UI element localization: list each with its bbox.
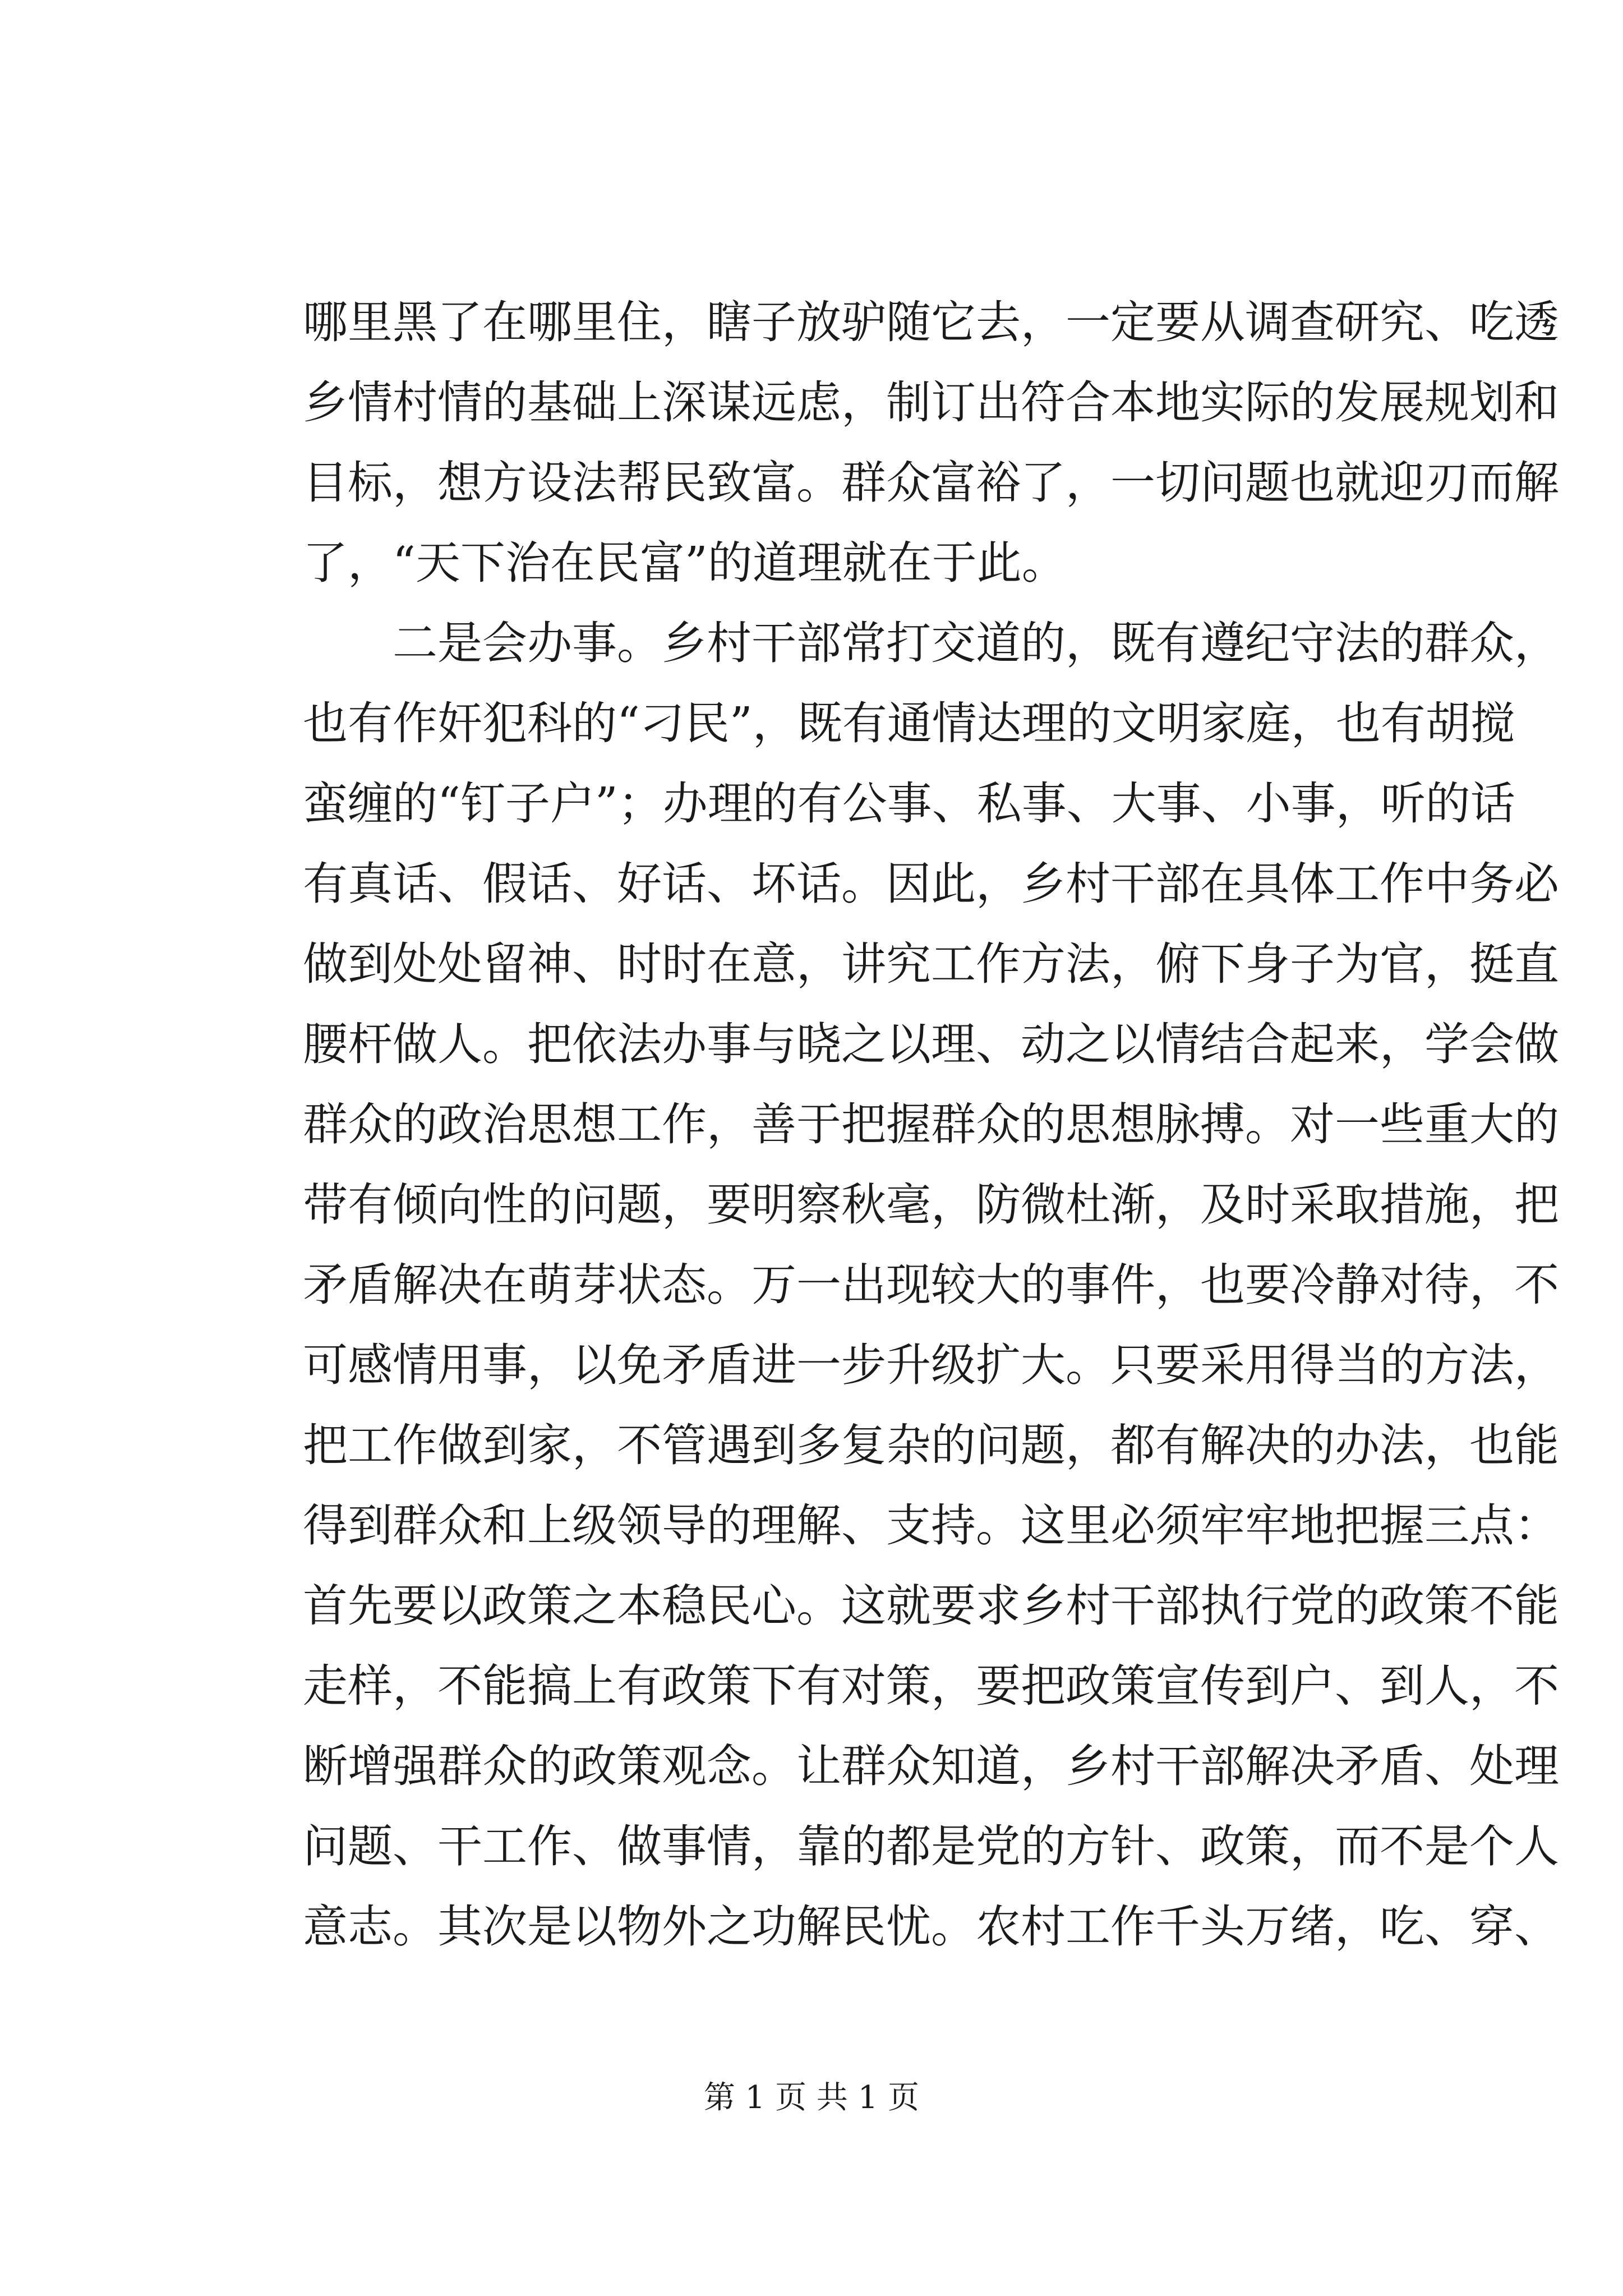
text-line: 走样，不能搞上有政策下有对策，要把政策宣传到户、到人，不 xyxy=(303,1660,1559,1712)
text-line: 乡情村情的基础上深谋远虑，制订出符合本地实际的发展规划和 xyxy=(303,376,1559,429)
text-line: 哪里黑了在哪里住，瞎子放驴随它去，一定要从调查研究、吃透 xyxy=(303,296,1559,348)
text-line: 可感情用事，以免矛盾进一步升级扩大。只要采用得当的方法， xyxy=(303,1339,1559,1391)
text-line: 断增强群众的政策观念。让群众知道，乡村干部解决矛盾、处理 xyxy=(303,1740,1559,1792)
text-line: 得到群众和上级领导的理解、支持。这里必须牢牢地把握三点： xyxy=(303,1499,1559,1552)
text-line: 问题、干工作、做事情，靠的都是党的方针、政策，而不是个人 xyxy=(303,1820,1559,1872)
text-line: 有真话、假话、好话、坏话。因此，乡村干部在具体工作中务必 xyxy=(303,858,1559,910)
text-line: 腰杆做人。把依法办事与晓之以理、动之以情结合起来，学会做 xyxy=(303,1018,1559,1070)
text-line: 意志。其次是以物外之功解民忧。农村工作千头万绪，吃、穿、 xyxy=(303,1901,1559,1953)
text-line: 目标，想方设法帮民致富。群众富裕了，一切问题也就迎刃而解 xyxy=(303,457,1559,509)
text-line: 了，“天下治在民富”的道理就在于此。 xyxy=(303,537,1067,589)
page-footer: 第 1 页 共 1 页 xyxy=(703,2079,920,2116)
text-line: 带有倾向性的问题，要明察秋毫，防微杜渐，及时采取措施，把 xyxy=(303,1179,1559,1231)
text-line: 把工作做到家，不管遇到多复杂的问题，都有解决的办法，也能 xyxy=(303,1419,1559,1471)
text-line: 做到处处留神、时时在意，讲究工作方法，俯下身子为官，挺直 xyxy=(303,938,1559,990)
text-line: 蛮缠的“钉子户”；办理的有公事、私事、大事、小事，听的话 xyxy=(303,777,1515,830)
text-line: 矛盾解决在萌芽状态。万一出现较大的事件，也要冷静对待，不 xyxy=(303,1259,1559,1311)
text-line: 群众的政治思想工作，善于把握群众的思想脉搏。对一些重大的 xyxy=(303,1098,1559,1151)
text-line: 也有作奸犯科的“刁民”，既有通情达理的文明家庭，也有胡搅 xyxy=(303,697,1515,749)
text-line: 首先要以政策之本稳民心。这就要求乡村干部执行党的政策不能 xyxy=(303,1580,1559,1632)
paragraph-first-line: 二是会办事。乡村干部常打交道的，既有遵纪守法的群众， xyxy=(393,617,1559,669)
